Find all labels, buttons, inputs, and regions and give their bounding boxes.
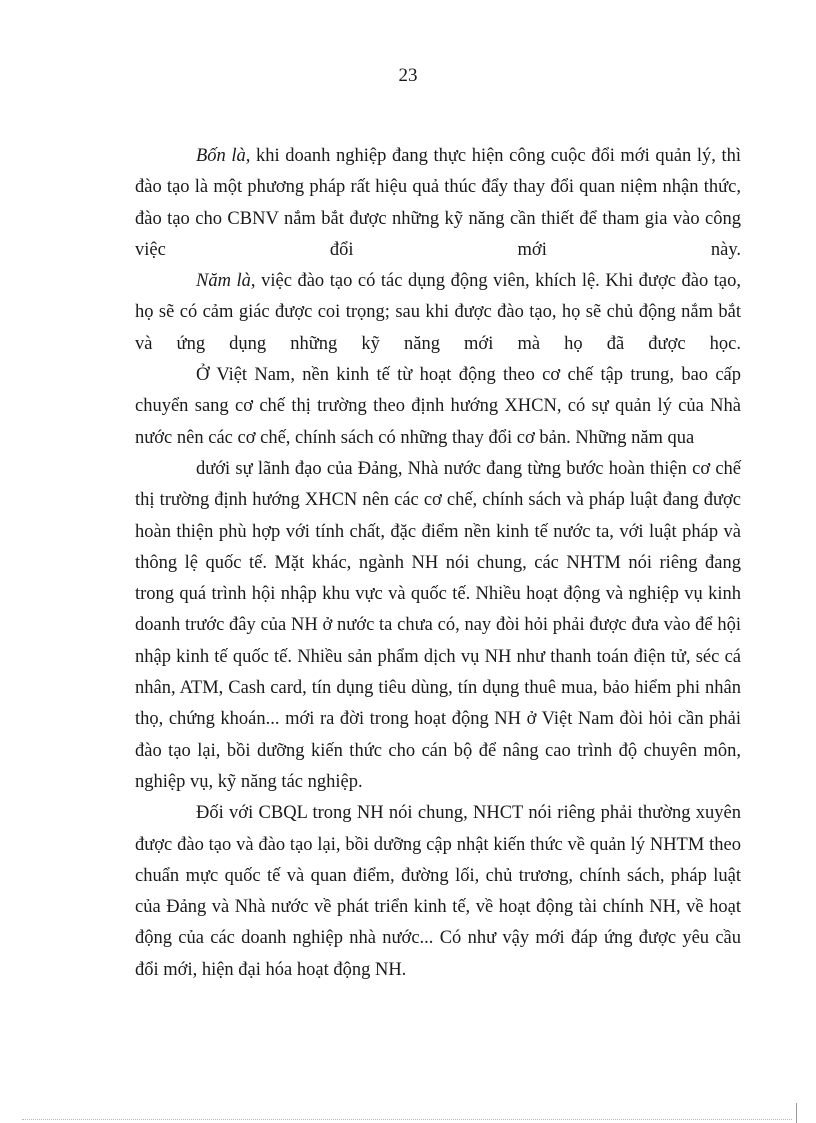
page-number: 23 [398,65,418,86]
paragraph-viet-nam: Ở Việt Nam, nền kinh tế từ hoạt động theo cơ chế tập trung, bao cấp chuyển sang cơ chế thị trường theo định hướng XHCN, có sự quản lý của Nhà nước nên các cơ chế, chính sách có những thay đổi cơ bản. Những năm qua [135,365,741,448]
paragraph-lead: Năm là [196,271,251,292]
paragraph-text: , việc đào tạo có tác dụng động viên, khích lệ. Khi được đào tạo, họ sẽ có cảm giác được coi trọng; sau khi được đào tạo, họ sẽ chủ động nắm bắt và ứng dụng những kỹ năng mới mà họ đã được học. [135,271,741,354]
paragraph-lead: Bốn là [196,146,246,166]
paragraph-bon-la [135,141,741,266]
paragraph-text: , khi doanh nghiệp đang thực hiện công cuộc đổi mới quản lý, thì đào tạo là một phương pháp rất hiệu quả thúc đẩy thay đổi quan niệm nhận thức, đào tạo cho CBNV nắm bắt được những kỹ năng cần thiết để tham gia vào công việc đổi mới này. [135,146,741,260]
paragraph-duoi-su-lanh-dao: dưới sự lãnh đạo của Đảng, Nhà nước đang từng bước hoàn thiện cơ chế thị trường định hướng XHCN nên các cơ chế, chính sách và pháp luật đang được hoàn thiện phù hợp với tính chất, đặc điểm nền kinh tế nước ta, với luật pháp và thông lệ quốc tế. Mặt khác, ngành NH nói chung, các NHTM nói riêng đang trong quá trình hội nhập khu vực và quốc tế. Nhiều hoạt động và nghiệp vụ kinh doanh trước đây của NH ở nước ta chưa có, nay đòi hỏi phải được đưa vào để hội nhập kinh tế quốc tế. Nhiều sản phẩm dịch vụ NH như thanh toán điện tử, séc cá nhân, ATM, Cash card, tín dụng tiêu dùng, tín dụng thuê mua, bảo hiểm phi nhân thọ, chứng khoán... mới ra đời trong hoạt động NH ở Việt Nam đòi hỏi cần phải đào tạo lại, bồi dưỡng kiến thức cho cán bộ để nâng cao trình độ chuyên môn, nghiệp vụ, kỹ năng tác nghiệp. [135,458,741,792]
page-bottom-border [22,1119,792,1120]
paragraph-doi-voi-cbql: Đối với CBQL trong NH nói chung, NHCT nói riêng phải thường xuyên được đào tạo và đào tạo lại, bồi dưỡng cập nhật kiến thức về quản lý NHTM theo chuẩn mực quốc tế và quan điểm, đường lối, chủ trương, chính sách, pháp luật của Đảng và Nhà nước về phát triển kinh tế, về hoạt động tài chính NH, về hoạt động của các doanh nghiệp nhà nước... Có như vậy mới đáp ứng được yêu cầu đổi mới, hiện đại hóa hoạt động NH. [135,803,741,980]
document-body [135,141,741,986]
paragraph-nam-la [135,266,741,360]
page-corner-mark [796,1103,797,1123]
